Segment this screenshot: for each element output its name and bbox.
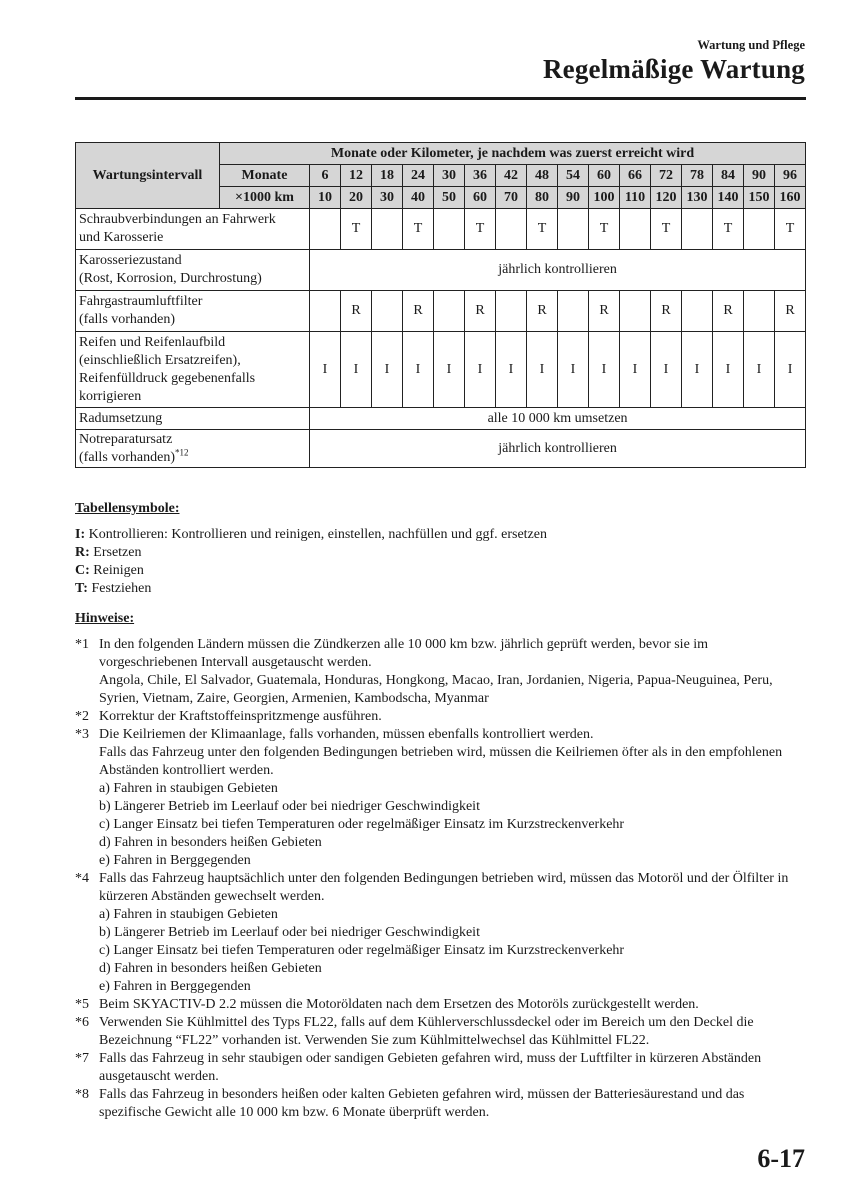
item-line: Radumsetzung	[79, 410, 163, 426]
schedule-cell: T	[341, 209, 372, 250]
schedule-cell: T	[713, 209, 744, 250]
table-row	[76, 430, 806, 468]
legend-key: I:	[75, 527, 86, 542]
schedule-cell	[744, 291, 775, 332]
note-line: e) Fahren in Berggegenden	[99, 979, 251, 994]
schedule-cell: I	[744, 332, 775, 408]
note-line: d) Fahren in besonders heißen Gebieten	[99, 961, 322, 976]
table-row	[76, 291, 806, 332]
schedule-cell: I	[558, 332, 589, 408]
legend-text: Kontrollieren: Kontrollieren und reinigen, einstellen, nachfüllen und ggf. ersetzen	[88, 527, 547, 542]
schedule-cell: I	[527, 332, 558, 408]
schedule-cell: R	[651, 291, 682, 332]
schedule-cell	[558, 291, 589, 332]
note-number: *4	[75, 871, 89, 886]
km-header: 40	[403, 187, 434, 209]
note-body	[99, 726, 807, 870]
item-line: (falls vorhanden)	[79, 312, 176, 327]
schedule-cell: I	[775, 332, 806, 408]
schedule-cell	[434, 291, 465, 332]
span-cell: alle 10 000 km umsetzen	[310, 408, 806, 430]
legend-key: R:	[75, 545, 90, 560]
schedule-cell	[620, 209, 651, 250]
month-header: 66	[620, 165, 651, 187]
legend-title: Tabellensymbole:	[75, 501, 180, 516]
schedule-cell: R	[589, 291, 620, 332]
span-cell: jährlich kontrollieren	[310, 250, 806, 291]
note-item	[75, 726, 807, 870]
item-line: Notreparatursatz	[79, 431, 173, 447]
table-row	[76, 250, 806, 291]
note-line: Falls das Fahrzeug unter den folgenden Bedingungen betrieben wird, müssen die Keilriemen öfter als in den empfohlenen Abständen kontrolliert werden.	[99, 745, 783, 778]
note-line: Falls das Fahrzeug hauptsächlich unter den folgenden Bedingungen betrieben wird, müssen das Motoröl und der Ölfilter in kürzeren Abständen gewechselt werden.	[99, 871, 789, 904]
note-item	[75, 636, 807, 708]
item-line: Reifenfülldruck gegebenenfalls	[79, 370, 256, 386]
page-title: Regelmäßige Wartung	[542, 54, 805, 84]
km-header: 110	[620, 187, 651, 209]
month-header: 90	[744, 165, 775, 187]
schedule-cell	[372, 291, 403, 332]
note-number: *2	[75, 709, 89, 724]
schedule-cell	[682, 209, 713, 250]
note-item	[75, 870, 807, 996]
item-line: (Rost, Korrosion, Durchrostung)	[79, 271, 262, 286]
km-header: 80	[527, 187, 558, 209]
month-header: 84	[713, 165, 744, 187]
month-header: 30	[434, 165, 465, 187]
km-header: 100	[589, 187, 620, 209]
schedule-cell: I	[434, 332, 465, 408]
schedule-cell: T	[651, 209, 682, 250]
km-header: 10	[310, 187, 341, 209]
legend-key: C:	[75, 563, 90, 578]
note-number: *6	[75, 1015, 89, 1030]
item-line: (falls vorhanden)	[79, 449, 176, 465]
note-item	[75, 1014, 807, 1050]
note-line: b) Längerer Betrieb im Leerlauf oder bei niedriger Geschwindigkeit	[99, 799, 480, 814]
item-cell	[76, 291, 310, 332]
item-line: korrigieren	[79, 388, 142, 404]
footnote-ref: *12	[175, 446, 189, 457]
schedule-cell: T	[403, 209, 434, 250]
schedule-cell: T	[589, 209, 620, 250]
table-row	[76, 408, 806, 430]
month-header: 36	[465, 165, 496, 187]
note-body	[99, 1050, 807, 1086]
note-line: d) Fahren in besonders heißen Gebieten	[99, 835, 322, 850]
note-body	[99, 636, 807, 708]
legend-item	[75, 562, 805, 580]
note-number: *5	[75, 997, 89, 1012]
span-cell: jährlich kontrollieren	[310, 430, 806, 468]
item-cell	[76, 209, 310, 250]
schedule-cell: R	[465, 291, 496, 332]
schedule-cell: I	[403, 332, 434, 408]
km-header: 90	[558, 187, 589, 209]
note-item	[75, 708, 807, 726]
schedule-cell: I	[496, 332, 527, 408]
note-body	[99, 870, 807, 996]
note-number: *7	[75, 1051, 89, 1066]
month-header: 42	[496, 165, 527, 187]
table-row	[76, 209, 806, 250]
schedule-cell: R	[341, 291, 372, 332]
note-line: c) Langer Einsatz bei tiefen Temperaturen oder regelmäßiger Einsatz im Kurzstreckenverkehr	[99, 817, 625, 832]
schedule-cell	[310, 209, 341, 250]
km-header: 160	[775, 187, 806, 209]
span-header: Monate oder Kilometer, je nachdem was zuerst erreicht wird	[220, 143, 806, 165]
item-cell	[76, 408, 310, 430]
schedule-cell: I	[713, 332, 744, 408]
schedule-cell	[496, 209, 527, 250]
legend-text: Festziehen	[91, 581, 152, 596]
month-header: 18	[372, 165, 403, 187]
note-line: b) Längerer Betrieb im Leerlauf oder bei niedriger Geschwindigkeit	[99, 925, 480, 940]
note-body	[99, 1014, 807, 1050]
note-line: Falls das Fahrzeug in sehr staubigen oder sandigen Gebieten gefahren wird, muss der Luftfilter in kürzeren Abständen ausgetauscht werden.	[99, 1051, 762, 1084]
note-body	[99, 996, 807, 1014]
item-cell	[76, 332, 310, 408]
note-line: Beim SKYACTIV-D 2.2 müssen die Motoröldaten nach dem Ersetzen des Motoröls zurückgestellt werden.	[99, 997, 699, 1012]
schedule-cell: I	[341, 332, 372, 408]
km-header: 70	[496, 187, 527, 209]
schedule-cell	[744, 209, 775, 250]
notes-title: Hinweise:	[75, 611, 135, 626]
note-line: In den folgenden Ländern müssen die Zündkerzen alle 10 000 km bzw. jährlich geprüft werden, bevor sie im vorgeschriebenen Intervall ausgetauscht werden.	[99, 637, 709, 670]
schedule-cell: I	[682, 332, 713, 408]
months-label: Monate	[220, 165, 310, 187]
schedule-cell: R	[713, 291, 744, 332]
note-body	[99, 1086, 807, 1122]
schedule-cell: I	[589, 332, 620, 408]
item-cell	[76, 430, 310, 468]
legend	[75, 500, 805, 598]
note-item	[75, 996, 807, 1014]
schedule-cell	[496, 291, 527, 332]
item-line: Reifen und Reifenlaufbild	[79, 334, 226, 350]
month-header: 78	[682, 165, 713, 187]
note-line: Verwenden Sie Kühlmittel des Typs FL22, falls auf dem Kühlerverschlussdeckel oder im Bereich um den Deckel die Bezeichnung “FL22” vorhanden ist. Verwenden Sie zum Kühlmittelwechsel das Kühlmittel FL22.	[99, 1015, 754, 1048]
header-rule	[75, 97, 806, 100]
note-number: *8	[75, 1087, 89, 1102]
note-line: a) Fahren in staubigen Gebieten	[99, 781, 278, 796]
schedule-cell	[558, 209, 589, 250]
schedule-cell: I	[620, 332, 651, 408]
month-header: 72	[651, 165, 682, 187]
note-line: Falls das Fahrzeug in besonders heißen oder kalten Gebieten gefahren wird, müssen der Batteriesäurestand und das spezifische Gewicht alle 10 000 km bzw. 6 Monate überprüft werden.	[99, 1087, 745, 1120]
notes	[75, 610, 807, 1122]
item-line: Schraubverbindungen an Fahrwerk	[79, 212, 276, 227]
km-header: 120	[651, 187, 682, 209]
note-line: Angola, Chile, El Salvador, Guatemala, Honduras, Hongkong, Macao, Iran, Jordanien, Nigeria, Papua-Neuguinea, Peru, Syrien, Vietnam, Zaire, Georgien, Armenien, Kambodscha, Myanmar	[99, 673, 773, 706]
km-header: 50	[434, 187, 465, 209]
note-body	[99, 708, 807, 726]
interval-header: Wartungsintervall	[76, 143, 220, 209]
schedule-cell: I	[465, 332, 496, 408]
item-line: (einschließlich Ersatzreifen),	[79, 352, 241, 368]
km-header: 140	[713, 187, 744, 209]
schedule-cell: I	[372, 332, 403, 408]
note-line: e) Fahren in Berggegenden	[99, 853, 251, 868]
legend-item	[75, 544, 805, 562]
note-line: a) Fahren in staubigen Gebieten	[99, 907, 278, 922]
schedule-cell: R	[403, 291, 434, 332]
note-line: c) Langer Einsatz bei tiefen Temperaturen oder regelmäßiger Einsatz im Kurzstreckenverkehr	[99, 943, 625, 958]
month-header: 24	[403, 165, 434, 187]
schedule-cell: R	[775, 291, 806, 332]
item-line: Karosseriezustand	[79, 253, 182, 268]
month-header: 48	[527, 165, 558, 187]
month-header: 96	[775, 165, 806, 187]
schedule-cell: R	[527, 291, 558, 332]
month-header: 54	[558, 165, 589, 187]
km-header: 150	[744, 187, 775, 209]
note-number: *1	[75, 637, 89, 652]
schedule-cell	[310, 291, 341, 332]
schedule-cell: I	[651, 332, 682, 408]
legend-item	[75, 526, 805, 544]
legend-text: Reinigen	[93, 563, 144, 578]
note-item	[75, 1050, 807, 1086]
schedule-cell: I	[310, 332, 341, 408]
note-line: Korrektur der Kraftstoffeinspritzmenge ausführen.	[99, 709, 382, 724]
item-line: Fahrgastraumluftfilter	[79, 294, 203, 309]
km-header: 130	[682, 187, 713, 209]
km-label: ×1000 km	[220, 187, 310, 209]
page-number: 6-17	[757, 1144, 805, 1173]
maintenance-schedule-table	[75, 142, 806, 468]
item-line: und Karosserie	[79, 230, 164, 245]
km-header: 60	[465, 187, 496, 209]
month-header: 6	[310, 165, 341, 187]
schedule-cell	[620, 291, 651, 332]
legend-key: T:	[75, 581, 88, 596]
item-cell	[76, 250, 310, 291]
note-line: Die Keilriemen der Klimaanlage, falls vorhanden, müssen ebenfalls kontrolliert werden.	[99, 727, 594, 742]
table-row	[76, 332, 806, 408]
note-number: *3	[75, 727, 89, 742]
schedule-cell: T	[465, 209, 496, 250]
schedule-cell: T	[775, 209, 806, 250]
km-header: 30	[372, 187, 403, 209]
schedule-cell: T	[527, 209, 558, 250]
schedule-cell	[682, 291, 713, 332]
legend-text: Ersetzen	[93, 545, 142, 560]
legend-item	[75, 580, 805, 598]
schedule-cell	[372, 209, 403, 250]
schedule-cell	[434, 209, 465, 250]
month-header: 12	[341, 165, 372, 187]
km-header: 20	[341, 187, 372, 209]
section-title: Wartung und Pflege	[697, 38, 805, 52]
note-item	[75, 1086, 807, 1122]
month-header: 60	[589, 165, 620, 187]
